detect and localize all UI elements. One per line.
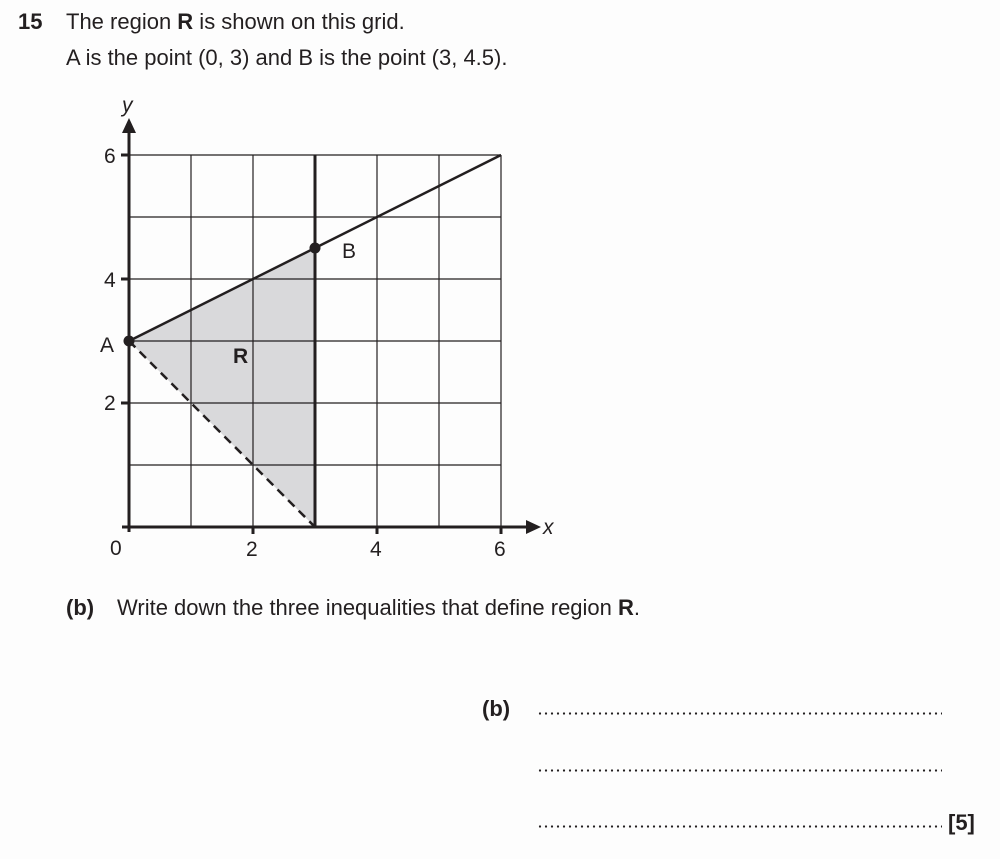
y-tick-label: 2 [104, 392, 116, 415]
question-number: 15 [18, 9, 43, 34]
part-b-label: (b) [66, 595, 95, 620]
answer-label: (b) [482, 696, 511, 721]
y-axis-arrow-icon [122, 118, 136, 133]
point-b-label: B [342, 240, 357, 263]
question-points-text: A is the point (0, 3) and B is the point (3, 4.5). [66, 45, 508, 70]
answer-line-1[interactable] [537, 712, 942, 715]
intro-text-end: is shown on this grid. [193, 9, 405, 34]
region-name: R [618, 595, 634, 620]
part-b-text: Write down the three inequalities that define region [117, 595, 619, 620]
marks-label: [5] [948, 810, 975, 835]
x-tick-label: 6 [494, 538, 506, 561]
region-r-shading [129, 248, 315, 527]
y-tick-label: 6 [104, 145, 116, 168]
region-r-label: R [233, 345, 249, 368]
region-name: R [177, 9, 194, 34]
x-axis-label: x [543, 516, 554, 539]
answer-line-3[interactable] [537, 825, 942, 828]
point-a [124, 336, 135, 347]
part-b-text-end: . [633, 595, 641, 620]
part-b-question [117, 595, 640, 621]
x-axis-arrow-icon [526, 520, 541, 534]
intro-text: The region [66, 9, 178, 34]
origin-label: 0 [110, 537, 122, 560]
point-b [310, 243, 321, 254]
y-tick-label: 4 [104, 269, 116, 292]
y-axis-label: y [122, 94, 133, 117]
point-a-label: A [100, 334, 115, 357]
x-tick-label: 2 [246, 538, 258, 561]
answer-line-2[interactable] [537, 769, 942, 772]
x-tick-label: 4 [370, 538, 382, 561]
